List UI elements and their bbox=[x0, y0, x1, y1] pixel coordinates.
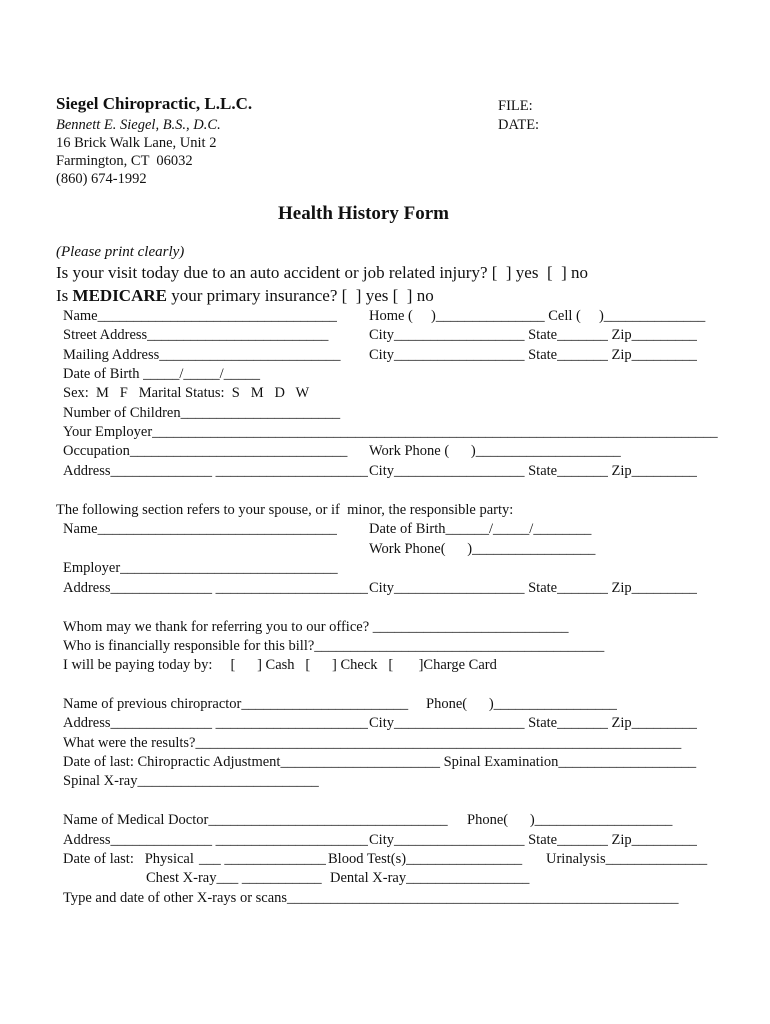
spouse-section-heading: The following section refers to your spouse, or if minor, the responsible party: bbox=[56, 502, 514, 518]
patient-sex-marital-field[interactable]: Sex: M F Marital Status: S M D W bbox=[63, 385, 310, 401]
form-title: Health History Form bbox=[278, 203, 449, 224]
chiropractor-date-last-field[interactable]: Date of last: Chiropractic Adjustment______________________ Spinal Examination___________________ bbox=[63, 754, 697, 770]
other-xrays-field[interactable]: Type and date of other X-rays or scans______________________________________________________ bbox=[63, 890, 679, 906]
spouse-city-field[interactable]: City__________________ State_______ Zip_________ bbox=[369, 580, 697, 596]
medical-doctor-name-field[interactable]: Name of Medical Doctor_________________________________ bbox=[63, 812, 448, 828]
patient-dob-field[interactable]: Date of Birth _____/_____/_____ bbox=[63, 366, 260, 382]
medical-doctor-address-field[interactable]: Address______________ _____________________ bbox=[63, 832, 368, 848]
practice-street: 16 Brick Walk Lane, Unit 2 bbox=[56, 135, 217, 151]
medical-doctor-phone-field[interactable]: Phone( )___________________ bbox=[467, 812, 673, 828]
spouse-work-phone-field[interactable]: Work Phone( )_________________ bbox=[369, 541, 596, 557]
practice-phone: (860) 674-1992 bbox=[56, 171, 147, 187]
spouse-dob-field[interactable]: Date of Birth______/_____/________ bbox=[369, 521, 592, 537]
chiropractor-phone-field[interactable]: Phone( )_________________ bbox=[426, 696, 617, 712]
financially-responsible-field[interactable]: Who is financially responsible for this bill?________________________________________ bbox=[63, 638, 605, 654]
physical-date-field[interactable]: ___ ______________ bbox=[199, 851, 326, 867]
medicare-prefix: Is bbox=[56, 286, 73, 305]
patient-work-address-field[interactable]: Address______________ _____________________ bbox=[63, 463, 368, 479]
chiropractor-results-field[interactable]: What were the results?___________________________________________________________________ bbox=[63, 735, 682, 751]
patient-employer-field[interactable]: Your Employer______________________________________________________________________________ bbox=[63, 424, 718, 440]
auto-accident-question: Is your visit today due to an auto accident or job related injury? [ ] yes [ ] no bbox=[56, 263, 589, 282]
patient-mailing-city-field[interactable]: City__________________ State_______ Zip_________ bbox=[369, 347, 697, 363]
patient-work-phone-field[interactable]: Work Phone ( )____________________ bbox=[369, 443, 621, 459]
patient-children-field[interactable]: Number of Children______________________ bbox=[63, 405, 341, 421]
patient-city-state-zip-field[interactable]: City__________________ State_______ Zip_________ bbox=[369, 327, 697, 343]
spouse-employer-field[interactable]: Employer______________________________ bbox=[63, 560, 338, 576]
medicare-suffix: your primary insurance? [ ] yes [ ] no bbox=[166, 286, 434, 305]
print-instruction: (Please print clearly) bbox=[56, 244, 185, 260]
patient-work-city-field[interactable]: City__________________ State_______ Zip_________ bbox=[369, 463, 697, 479]
referral-field[interactable]: Whom may we thank for referring you to our office? ___________________________ bbox=[63, 619, 569, 635]
chiropractor-name-field[interactable]: Name of previous chiropractor_______________________ bbox=[63, 696, 409, 712]
doctor-name: Bennett E. Siegel, B.S., D.C. bbox=[56, 117, 221, 133]
spouse-name-field[interactable]: Name_________________________________ bbox=[63, 521, 337, 537]
dental-xray-date-field[interactable]: Dental X-ray_________________ bbox=[330, 870, 530, 886]
spouse-address-field[interactable]: Address______________ _____________________ bbox=[63, 580, 368, 596]
practice-city: Farmington, CT 06032 bbox=[56, 153, 193, 169]
medicare-question bbox=[56, 286, 434, 306]
date-last-label: Date of last: Physical bbox=[63, 851, 194, 867]
blood-test-date-field[interactable]: Blood Test(s)________________ bbox=[328, 851, 523, 867]
urinalysis-date-field[interactable]: Urinalysis______________ bbox=[546, 851, 708, 867]
chest-xray-date-field[interactable]: Chest X-ray___ ___________ bbox=[146, 870, 322, 886]
payment-method-field[interactable]: I will be paying today by: [ ] Cash [ ] Check [ ]Charge Card bbox=[63, 657, 497, 673]
patient-mailing-field[interactable]: Mailing Address_________________________ bbox=[63, 347, 341, 363]
spinal-xray-field[interactable]: Spinal X-ray_________________________ bbox=[63, 773, 319, 789]
date-label: DATE: bbox=[498, 117, 540, 133]
medical-doctor-city-field[interactable]: City__________________ State_______ Zip_________ bbox=[369, 832, 697, 848]
patient-home-cell-phone-field[interactable]: Home ( )_______________ Cell ( )______________ bbox=[369, 308, 706, 324]
patient-name-field[interactable]: Name_________________________________ bbox=[63, 308, 337, 324]
patient-street-field[interactable]: Street Address_________________________ bbox=[63, 327, 329, 343]
medicare-word: MEDICARE bbox=[72, 286, 167, 305]
patient-occupation-field[interactable]: Occupation______________________________ bbox=[63, 443, 348, 459]
file-label: FILE: bbox=[498, 98, 533, 114]
chiropractor-city-field[interactable]: City__________________ State_______ Zip_________ bbox=[369, 715, 697, 731]
practice-name: Siegel Chiropractic, L.L.C. bbox=[56, 94, 253, 113]
chiropractor-address-field[interactable]: Address______________ _____________________ bbox=[63, 715, 368, 731]
